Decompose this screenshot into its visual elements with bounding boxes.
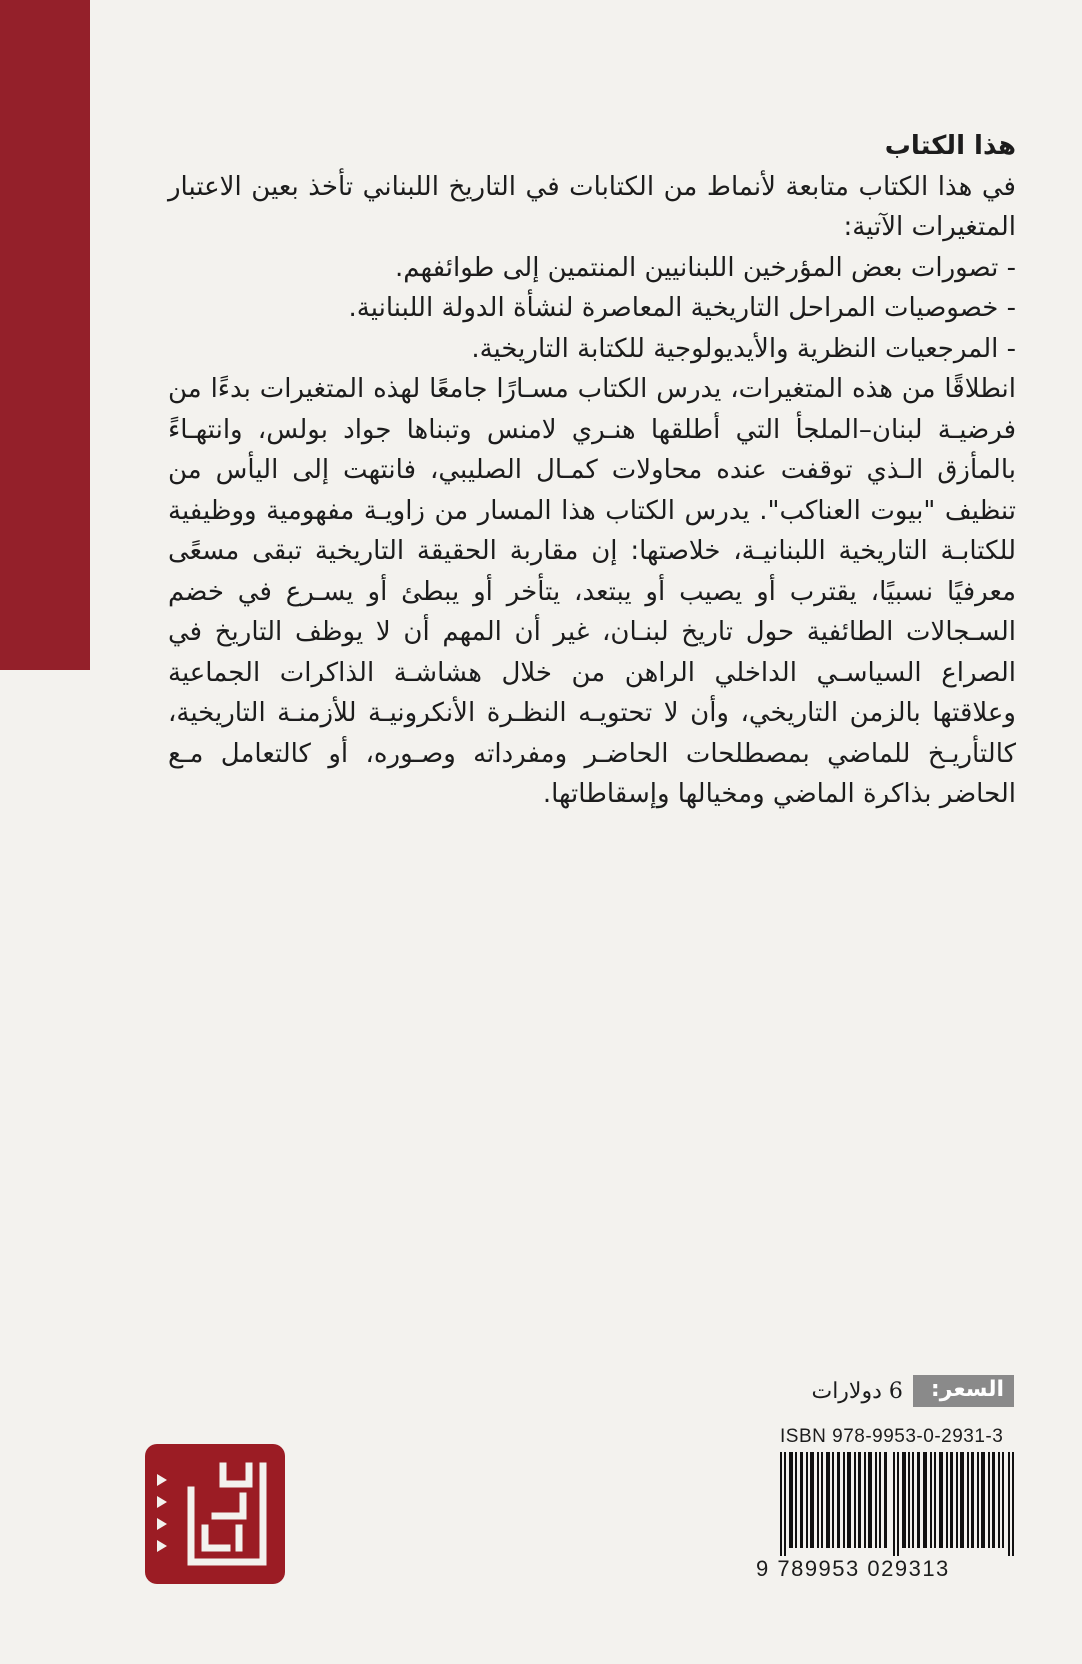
blurb-bullet: - خصوصيات المراحل التاريخية المعاصرة لنشأة الدولة اللبنانية. (348, 293, 1016, 323)
book-spine-band (0, 0, 90, 670)
price-label: السعر: (913, 1375, 1014, 1407)
price-value: 6 دولارات (811, 1378, 903, 1404)
price (780, 1374, 1014, 1408)
blurb-bullet: - تصورات بعض المؤرخين اللبنانيين المنتمين إلى طوائفهم. (395, 252, 1016, 283)
blurb-intro: في هذا الكتاب متابعة لأنماط من الكتابات في التاريخ اللبناني تأخذ بعين الاعتبار المتغيرات الآتية: (168, 171, 1016, 242)
blurb-heading: هذا الكتاب (884, 131, 1016, 161)
blurb (168, 126, 1016, 815)
blurb-body: انطلاقًا من هذه المتغيرات، يدرس الكتاب مسـارًا جامعًا لهذه المتغيرات بدءًا من فرضيـة لبنان–الملجأ التي أطلقها هنـري لامنس وتبناها جواد بولس، وانتهـاءً بالمأزق الـذي توقفت عنده محاولات كمـال الصليبي، فانتهت إلى اليأس من تنظيف "بيوت العناكب". يدرس الكتاب هذا المسار من زاويـة مفهومية ووظيفية للكتابـة التاريخية اللبنانيـة، خلاصتها: إن مقاربة الحقيقة التاريخية تبقى مسعًى معرفيًا نسبيًا، يقترب أو يصيب أو يبتعد، يتأخر أو يبطئ أو يسـرع في خضم السـجالات الطائفية حول تاريخ لبنـان، غير أن المهم أن لا يوظف التاريخ في الصراع السياسـي الداخلي الراهن من خلال هشاشـة الذاكرات الجماعية وعلاقتها بالزمن التاريخي، وأن لا تحتويـه النظـرة الأنكرونيـة للأزمنـة التاريخية، كالتأريـخ للماضي بمصطلحات الحاضـر ومفرداته وصـوره، أو كالتعامل مـع الحاضر بذاكرة الماضي ومخيالها وإسقاطاتها. (168, 374, 1016, 809)
barcode-digits: 9 789953 029313 (756, 1556, 950, 1581)
publisher-logo-icon (145, 1444, 285, 1584)
isbn-text: ISBN 978-9953-0-2931-3 (780, 1426, 1004, 1447)
blurb-bullet: - المرجعيات النظرية والأيديولوجية للكتابة التاريخية. (471, 333, 1016, 364)
publisher-logo (145, 1444, 285, 1584)
barcode (780, 1452, 1016, 1556)
